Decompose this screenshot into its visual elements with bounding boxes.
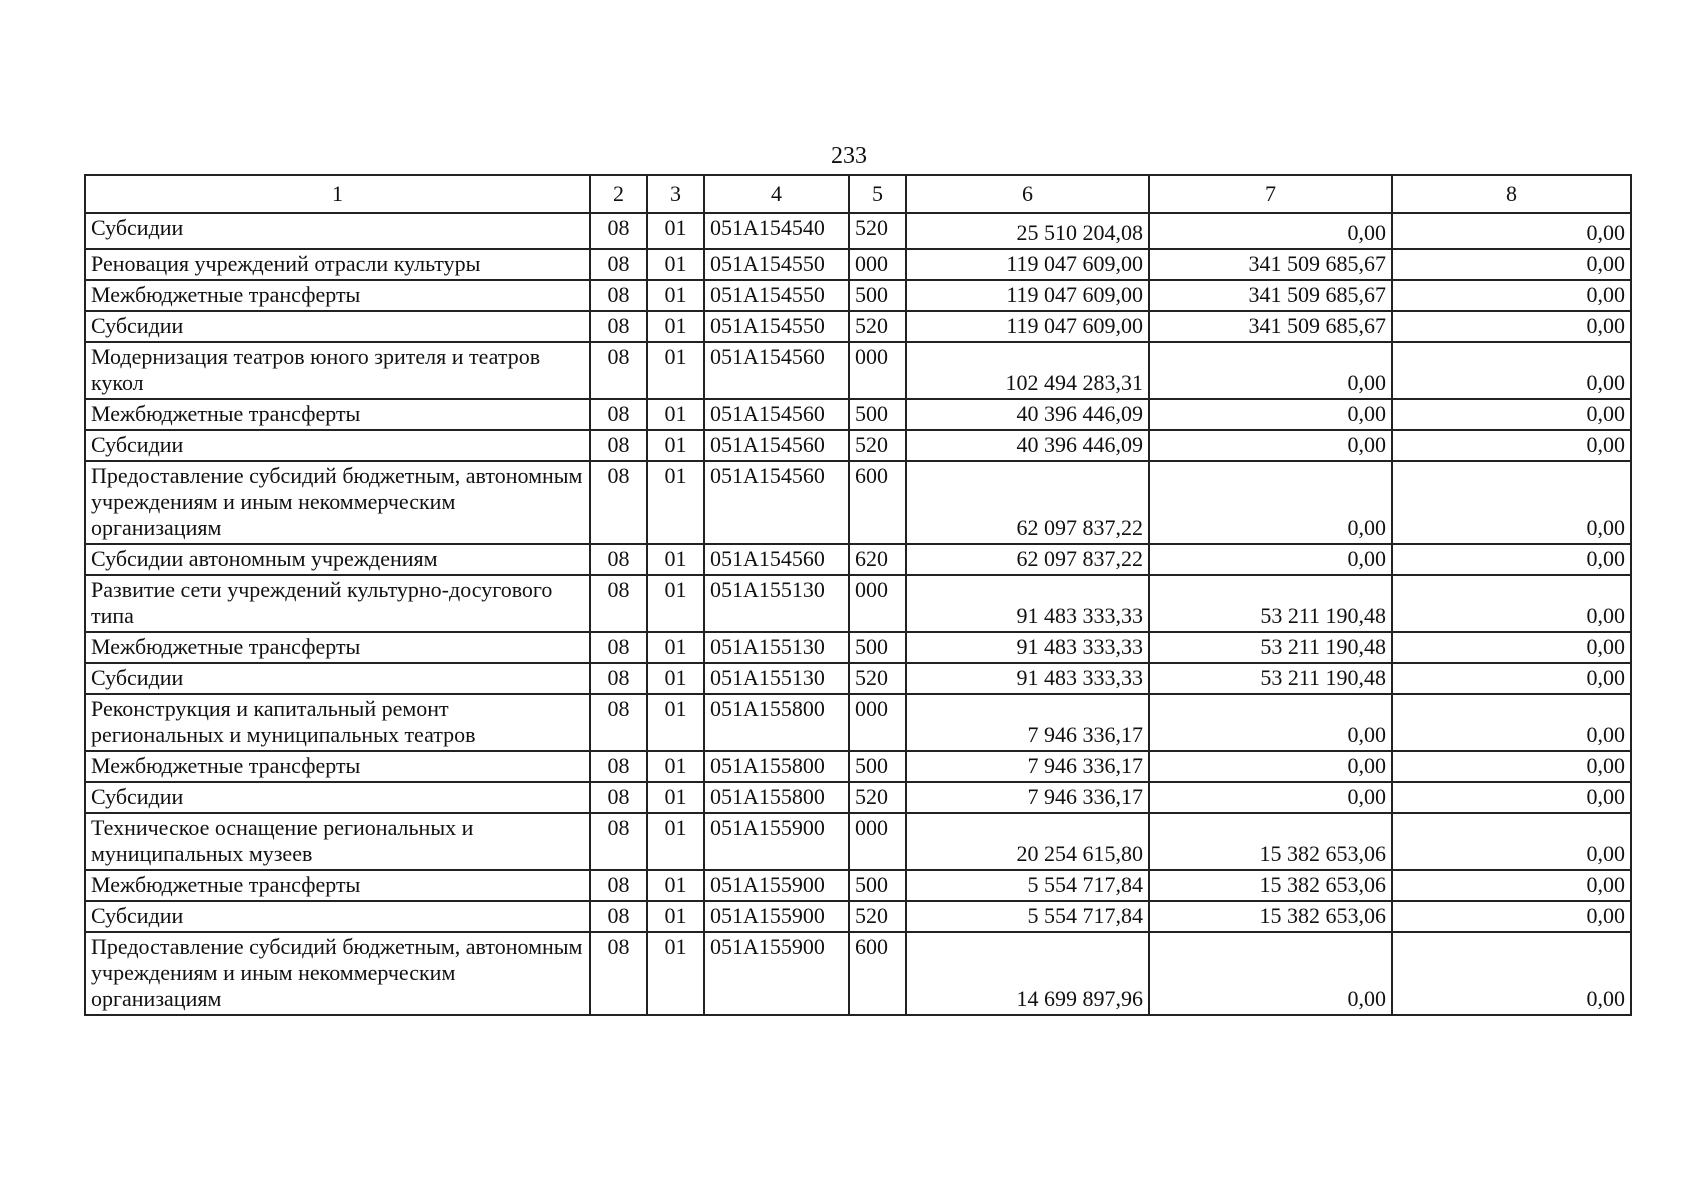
target-article-cell: 051A154550 — [704, 249, 849, 280]
expense-type-cell: 520 — [849, 430, 906, 461]
header-cell: 8 — [1392, 175, 1631, 213]
expense-type-cell: 500 — [849, 632, 906, 663]
table-row — [85, 694, 1631, 751]
page-number: 233 — [831, 143, 867, 169]
amount-col7-cell: 341 509 685,67 — [1149, 280, 1392, 311]
table-row — [85, 632, 1631, 663]
subsection-code-cell: 01 — [647, 901, 704, 932]
row-name-cell: Субсидии — [85, 901, 590, 932]
table-row — [85, 342, 1631, 399]
target-article-cell: 051A155900 — [704, 901, 849, 932]
section-code-cell: 08 — [590, 342, 647, 399]
row-name-cell: Субсидии — [85, 782, 590, 813]
header-cell: 1 — [85, 175, 590, 213]
header-cell: 2 — [590, 175, 647, 213]
table-row — [85, 901, 1631, 932]
amount-col7-cell: 0,00 — [1149, 932, 1392, 1015]
amount-col6-cell: 62 097 837,22 — [906, 544, 1149, 575]
amount-col7-cell: 0,00 — [1149, 461, 1392, 544]
amount-col7-cell: 0,00 — [1149, 694, 1392, 751]
table-row — [85, 782, 1631, 813]
budget-table — [84, 174, 1632, 1016]
target-article-cell: 051A155130 — [704, 632, 849, 663]
section-code-cell: 08 — [590, 249, 647, 280]
target-article-cell: 051A154540 — [704, 213, 849, 249]
expense-type-cell: 000 — [849, 813, 906, 870]
target-article-cell: 051A154560 — [704, 399, 849, 430]
expense-type-cell: 500 — [849, 870, 906, 901]
section-code-cell: 08 — [590, 430, 647, 461]
row-name-cell: Субсидии — [85, 213, 590, 249]
amount-col6-cell: 91 483 333,33 — [906, 575, 1149, 632]
header-cell: 6 — [906, 175, 1149, 213]
target-article-cell: 051A154550 — [704, 311, 849, 342]
subsection-code-cell: 01 — [647, 575, 704, 632]
header-cell: 5 — [849, 175, 906, 213]
section-code-cell: 08 — [590, 694, 647, 751]
amount-col8-cell: 0,00 — [1392, 430, 1631, 461]
subsection-code-cell: 01 — [647, 870, 704, 901]
amount-col7-cell: 53 211 190,48 — [1149, 663, 1392, 694]
target-article-cell: 051A155900 — [704, 870, 849, 901]
amount-col8-cell: 0,00 — [1392, 342, 1631, 399]
expense-type-cell: 600 — [849, 461, 906, 544]
amount-col7-cell: 0,00 — [1149, 342, 1392, 399]
subsection-code-cell: 01 — [647, 213, 704, 249]
expense-type-cell: 500 — [849, 751, 906, 782]
amount-col6-cell: 40 396 446,09 — [906, 430, 1149, 461]
table-row — [85, 213, 1631, 249]
amount-col8-cell: 0,00 — [1392, 870, 1631, 901]
expense-type-cell: 000 — [849, 249, 906, 280]
subsection-code-cell: 01 — [647, 632, 704, 663]
subsection-code-cell: 01 — [647, 932, 704, 1015]
table-row — [85, 870, 1631, 901]
expense-type-cell: 000 — [849, 575, 906, 632]
subsection-code-cell: 01 — [647, 280, 704, 311]
subsection-code-cell: 01 — [647, 342, 704, 399]
expense-type-cell: 520 — [849, 901, 906, 932]
expense-type-cell: 620 — [849, 544, 906, 575]
amount-col7-cell: 15 382 653,06 — [1149, 901, 1392, 932]
amount-col6-cell: 7 946 336,17 — [906, 782, 1149, 813]
section-code-cell: 08 — [590, 663, 647, 694]
section-code-cell: 08 — [590, 280, 647, 311]
row-name-cell: Межбюджетные трансферты — [85, 280, 590, 311]
header-cell: 4 — [704, 175, 849, 213]
table-row — [85, 544, 1631, 575]
amount-col8-cell: 0,00 — [1392, 575, 1631, 632]
section-code-cell: 08 — [590, 782, 647, 813]
target-article-cell: 051A155800 — [704, 782, 849, 813]
amount-col6-cell: 20 254 615,80 — [906, 813, 1149, 870]
expense-type-cell: 520 — [849, 311, 906, 342]
row-name-cell: Предоставление субсидий бюджетным, автономным учреждениям и иным некоммерческим организациям — [85, 932, 590, 1015]
amount-col8-cell: 0,00 — [1392, 461, 1631, 544]
section-code-cell: 08 — [590, 399, 647, 430]
amount-col7-cell: 53 211 190,48 — [1149, 632, 1392, 663]
expense-type-cell: 520 — [849, 663, 906, 694]
subsection-code-cell: 01 — [647, 782, 704, 813]
amount-col8-cell: 0,00 — [1392, 751, 1631, 782]
table-row — [85, 430, 1631, 461]
amount-col6-cell: 40 396 446,09 — [906, 399, 1149, 430]
expense-type-cell: 520 — [849, 782, 906, 813]
row-name-cell: Реновация учреждений отрасли культуры — [85, 249, 590, 280]
row-name-cell: Межбюджетные трансферты — [85, 399, 590, 430]
amount-col6-cell: 25 510 204,08 — [906, 213, 1149, 249]
amount-col8-cell: 0,00 — [1392, 901, 1631, 932]
row-name-cell: Развитие сети учреждений культурно-досугового типа — [85, 575, 590, 632]
amount-col8-cell: 0,00 — [1392, 311, 1631, 342]
section-code-cell: 08 — [590, 575, 647, 632]
amount-col8-cell: 0,00 — [1392, 694, 1631, 751]
amount-col8-cell: 0,00 — [1392, 249, 1631, 280]
section-code-cell: 08 — [590, 461, 647, 544]
amount-col8-cell: 0,00 — [1392, 782, 1631, 813]
amount-col8-cell: 0,00 — [1392, 399, 1631, 430]
table-row — [85, 813, 1631, 870]
amount-col7-cell: 341 509 685,67 — [1149, 249, 1392, 280]
expense-type-cell: 000 — [849, 342, 906, 399]
amount-col7-cell: 53 211 190,48 — [1149, 575, 1392, 632]
target-article-cell: 051A154550 — [704, 280, 849, 311]
subsection-code-cell: 01 — [647, 430, 704, 461]
amount-col7-cell: 15 382 653,06 — [1149, 870, 1392, 901]
table-header-row — [85, 175, 1631, 213]
amount-col6-cell: 7 946 336,17 — [906, 751, 1149, 782]
target-article-cell: 051A155800 — [704, 751, 849, 782]
amount-col8-cell: 0,00 — [1392, 813, 1631, 870]
amount-col6-cell: 7 946 336,17 — [906, 694, 1149, 751]
row-name-cell: Техническое оснащение региональных и муниципальных музеев — [85, 813, 590, 870]
section-code-cell: 08 — [590, 213, 647, 249]
subsection-code-cell: 01 — [647, 399, 704, 430]
expense-type-cell: 500 — [849, 399, 906, 430]
amount-col8-cell: 0,00 — [1392, 932, 1631, 1015]
table-row — [85, 751, 1631, 782]
table-row — [85, 461, 1631, 544]
amount-col6-cell: 14 699 897,96 — [906, 932, 1149, 1015]
amount-col7-cell: 0,00 — [1149, 782, 1392, 813]
amount-col7-cell: 0,00 — [1149, 751, 1392, 782]
table-row — [85, 663, 1631, 694]
section-code-cell: 08 — [590, 632, 647, 663]
target-article-cell: 051A154560 — [704, 544, 849, 575]
target-article-cell: 051A154560 — [704, 430, 849, 461]
row-name-cell: Модернизация театров юного зрителя и театров кукол — [85, 342, 590, 399]
row-name-cell: Субсидии автономным учреждениям — [85, 544, 590, 575]
section-code-cell: 08 — [590, 311, 647, 342]
row-name-cell: Межбюджетные трансферты — [85, 632, 590, 663]
amount-col8-cell: 0,00 — [1392, 632, 1631, 663]
section-code-cell: 08 — [590, 870, 647, 901]
amount-col7-cell: 0,00 — [1149, 213, 1392, 249]
target-article-cell: 051A154560 — [704, 342, 849, 399]
table-row — [85, 280, 1631, 311]
row-name-cell: Субсидии — [85, 430, 590, 461]
amount-col7-cell: 0,00 — [1149, 399, 1392, 430]
amount-col8-cell: 0,00 — [1392, 213, 1631, 249]
amount-col7-cell: 15 382 653,06 — [1149, 813, 1392, 870]
amount-col8-cell: 0,00 — [1392, 544, 1631, 575]
subsection-code-cell: 01 — [647, 751, 704, 782]
amount-col8-cell: 0,00 — [1392, 280, 1631, 311]
amount-col6-cell: 119 047 609,00 — [906, 311, 1149, 342]
row-name-cell: Предоставление субсидий бюджетным, автономным учреждениям и иным некоммерческим организациям — [85, 461, 590, 544]
amount-col7-cell: 0,00 — [1149, 544, 1392, 575]
subsection-code-cell: 01 — [647, 694, 704, 751]
table-row — [85, 311, 1631, 342]
header-cell: 7 — [1149, 175, 1392, 213]
amount-col6-cell: 62 097 837,22 — [906, 461, 1149, 544]
section-code-cell: 08 — [590, 544, 647, 575]
subsection-code-cell: 01 — [647, 813, 704, 870]
expense-type-cell: 520 — [849, 213, 906, 249]
amount-col6-cell: 102 494 283,31 — [906, 342, 1149, 399]
expense-type-cell: 000 — [849, 694, 906, 751]
row-name-cell: Межбюджетные трансферты — [85, 751, 590, 782]
amount-col6-cell: 5 554 717,84 — [906, 901, 1149, 932]
section-code-cell: 08 — [590, 813, 647, 870]
amount-col6-cell: 5 554 717,84 — [906, 870, 1149, 901]
amount-col6-cell: 119 047 609,00 — [906, 280, 1149, 311]
target-article-cell: 051A155800 — [704, 694, 849, 751]
target-article-cell: 051A155130 — [704, 663, 849, 694]
target-article-cell: 051A155900 — [704, 813, 849, 870]
expense-type-cell: 500 — [849, 280, 906, 311]
target-article-cell: 051A155130 — [704, 575, 849, 632]
subsection-code-cell: 01 — [647, 249, 704, 280]
section-code-cell: 08 — [590, 901, 647, 932]
table-row — [85, 932, 1631, 1015]
row-name-cell: Субсидии — [85, 311, 590, 342]
subsection-code-cell: 01 — [647, 311, 704, 342]
table-row — [85, 399, 1631, 430]
amount-col7-cell: 341 509 685,67 — [1149, 311, 1392, 342]
subsection-code-cell: 01 — [647, 663, 704, 694]
section-code-cell: 08 — [590, 932, 647, 1015]
amount-col7-cell: 0,00 — [1149, 430, 1392, 461]
amount-col8-cell: 0,00 — [1392, 663, 1631, 694]
header-cell: 3 — [647, 175, 704, 213]
subsection-code-cell: 01 — [647, 544, 704, 575]
amount-col6-cell: 91 483 333,33 — [906, 632, 1149, 663]
row-name-cell: Реконструкция и капитальный ремонт региональных и муниципальных театров — [85, 694, 590, 751]
row-name-cell: Межбюджетные трансферты — [85, 870, 590, 901]
section-code-cell: 08 — [590, 751, 647, 782]
row-name-cell: Субсидии — [85, 663, 590, 694]
target-article-cell: 051A154560 — [704, 461, 849, 544]
expense-type-cell: 600 — [849, 932, 906, 1015]
target-article-cell: 051A155900 — [704, 932, 849, 1015]
subsection-code-cell: 01 — [647, 461, 704, 544]
amount-col6-cell: 91 483 333,33 — [906, 663, 1149, 694]
amount-col6-cell: 119 047 609,00 — [906, 249, 1149, 280]
table-row — [85, 575, 1631, 632]
table-row — [85, 249, 1631, 280]
